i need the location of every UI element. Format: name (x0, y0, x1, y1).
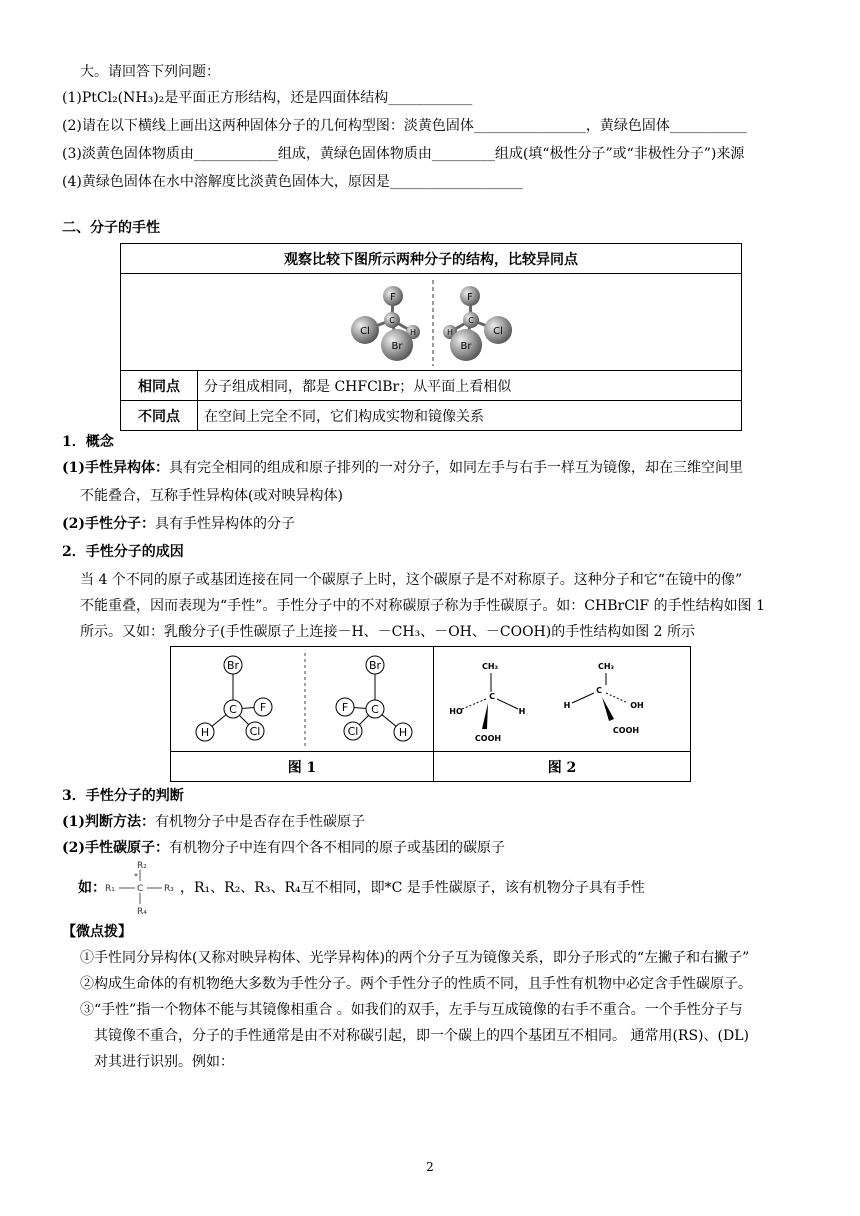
label-br: Br (226, 659, 240, 672)
label-cl: Cl (347, 725, 359, 738)
row-text-diff: 在空间上完全不同，它们构成实物和镜像关系 (198, 401, 742, 431)
label-h: H (563, 701, 571, 710)
chiral-carbon-structure (104, 858, 180, 918)
atom-label-br: Br (460, 341, 472, 352)
example-text: ，R₁、R₂、R₃、R₄互不相同，即*C 是手性碳原子，该有机物分子具有手性 (180, 880, 645, 896)
term-chiral-isomer: (1)手性异构体： (62, 460, 169, 476)
label-c: C (489, 692, 495, 701)
figure-1-cell (171, 647, 434, 752)
wedge-bond (482, 703, 488, 729)
tip-3: ③“手性”指一个物体不能与其镜像相重合 。如我们的双手，左手与互成镜像的右手不重合。一个手性分子与 (80, 1002, 743, 1018)
section-concept-title: 1．概念 (62, 434, 114, 450)
cause-line-3: 所示。又如：乳酸分子(手性碳原子上连接－H、－CH₃、－OH、－COOH)的手性结构如图 2 所示 (80, 624, 696, 640)
atom-label-c: C (389, 316, 395, 325)
label-r3: R₃ (164, 884, 174, 894)
judge-chiral-carbon (62, 838, 505, 858)
comparison-table (120, 243, 742, 431)
question-4: (4)黄绿色固体在水中溶解度比淡黄色固体大，原因是___________________ (62, 174, 523, 190)
tip-2: ②构成生命体的有机物绝大多数为手性分子。两个手性分子的性质不同，且手性有机物中必定含手性碳原子。 (80, 976, 752, 992)
tip-3-continued: 其镜像不重合，分子的手性通常是由不对称碳引起，即一个碳上的四个基团互不相同。 通常用(RS)、(DL) (94, 1028, 749, 1044)
tip-3-end: 对其进行识别。例如： (94, 1054, 234, 1070)
label-star: * (134, 872, 138, 881)
label-c: C (229, 703, 237, 716)
cause-line-2: 不能重叠，因而表现为“手性”。手性分子中的不对称碳原子称为手性碳原子。如：CHBrClF 的手性结构如图 1 (80, 598, 765, 614)
label-r1: R₁ (105, 884, 115, 894)
tip-1: ①手性同分异构体(又称对映异构体、光学异构体)的两个分子互为镜像关系，即分子形式的“左撇子和右撇子” (80, 950, 750, 966)
atom-label-f: F (467, 292, 473, 303)
atom-label-c: C (468, 316, 474, 325)
label-f: F (259, 701, 267, 714)
section-cause-title: 2．手性分子的成因 (62, 544, 184, 560)
fig2-right-molecule (564, 662, 644, 735)
term-method: (1)判断方法： (62, 814, 155, 830)
question-3: (3)淡黄色固体物质由____________组成，黄绿色固体物质由_________组成(填“极性分子”或“非极性分子”)来源 (62, 146, 745, 162)
fig2-left-molecule (449, 662, 525, 743)
label-f: F (341, 701, 349, 714)
atom-label-h: H (409, 328, 417, 337)
section-judge-title: 3．手性分子的判断 (62, 788, 184, 804)
label-cooh: COOH (612, 726, 640, 735)
table-header: 观察比较下图所示两种分子的结构，比较异同点 (121, 244, 742, 274)
molecule-models-cell (121, 274, 742, 371)
label-c: C (137, 884, 144, 894)
label-r2: R₂ (137, 861, 147, 871)
label-ho: HO (449, 707, 463, 716)
concept-2 (62, 514, 295, 534)
section-2-title: 二、分子的手性 (62, 220, 160, 236)
figure-2-cell (434, 647, 691, 752)
row-text-same: 分子组成相同，都是 CHFClBr；从平面上看相似 (198, 371, 742, 401)
label-cooh: COOH (474, 734, 502, 743)
label-ch3: CH₃ (597, 662, 615, 671)
judge-method (62, 812, 365, 832)
lactic-acid-figure (434, 647, 690, 751)
label-ch3: CH₃ (481, 662, 499, 671)
concept-1 (62, 458, 743, 478)
atom-label-br: Br (391, 341, 403, 352)
definition-chiral-isomer: 具有完全相同的组成和原子排列的一对分子，如同左手与右手一样互为镜像，却在三维空间里 (169, 460, 743, 476)
page-number: 2 (426, 1160, 434, 1174)
label-c: C (596, 686, 602, 695)
intro-text: 大。请回答下列问题： (80, 64, 220, 80)
chbrclf-figure (171, 647, 433, 751)
question-2: (2)请在以下横线上画出这两种固体分子的几何构型图：淡黄色固体________________，黄绿色固体___________ (62, 118, 747, 134)
label-cl: Cl (249, 725, 261, 738)
label-oh: OH (630, 701, 644, 710)
tip-title: 【微点拨】 (62, 924, 132, 940)
row-label-diff: 不同点 (121, 401, 198, 431)
atom-label-h: H (446, 328, 454, 337)
figure-table (170, 646, 691, 782)
molecule-left (351, 286, 420, 361)
term-chiral-carbon: (2)手性碳原子： (62, 840, 169, 856)
wedge-bond (602, 697, 614, 721)
row-label-same: 相同点 (121, 371, 198, 401)
concept-1-continued: 不能叠合，互称手性异构体(或对映异构体) (80, 488, 343, 504)
structure-labels (105, 861, 174, 917)
mirror-molecules-figure (121, 274, 741, 370)
molecule-right (443, 286, 512, 361)
chiral-carbon-text: 有机物分子中连有四个各不相同的原子或基团的碳原子 (169, 840, 505, 856)
label-h: H (200, 726, 210, 739)
cause-line-1: 当 4 个不同的原子或基团连接在同一个碳原子上时，这个碳原子是不对称原子。这种分子和它“在镜中的像” (80, 572, 743, 588)
label-h: H (398, 726, 408, 739)
method-text: 有机物分子中是否存在手性碳原子 (155, 814, 365, 830)
figure-1-caption: 图 1 (171, 752, 434, 782)
label-r4: R₄ (137, 907, 147, 917)
atom-label-cl: Cl (360, 326, 370, 337)
figure-2-caption: 图 2 (434, 752, 691, 782)
label-h: H (518, 707, 526, 716)
atom-label-f: F (390, 292, 396, 303)
term-chiral-molecule: (2)手性分子： (62, 516, 155, 532)
label-c: C (371, 703, 379, 716)
definition-chiral-molecule: 具有手性异构体的分子 (155, 516, 295, 532)
example-label: 如： (78, 880, 106, 896)
question-1: (1)PtCl₂(NH₃)₂是平面正方形结构，还是四面体结构____________ (62, 90, 473, 106)
label-br: Br (368, 659, 382, 672)
atom-label-cl: Cl (493, 326, 503, 337)
